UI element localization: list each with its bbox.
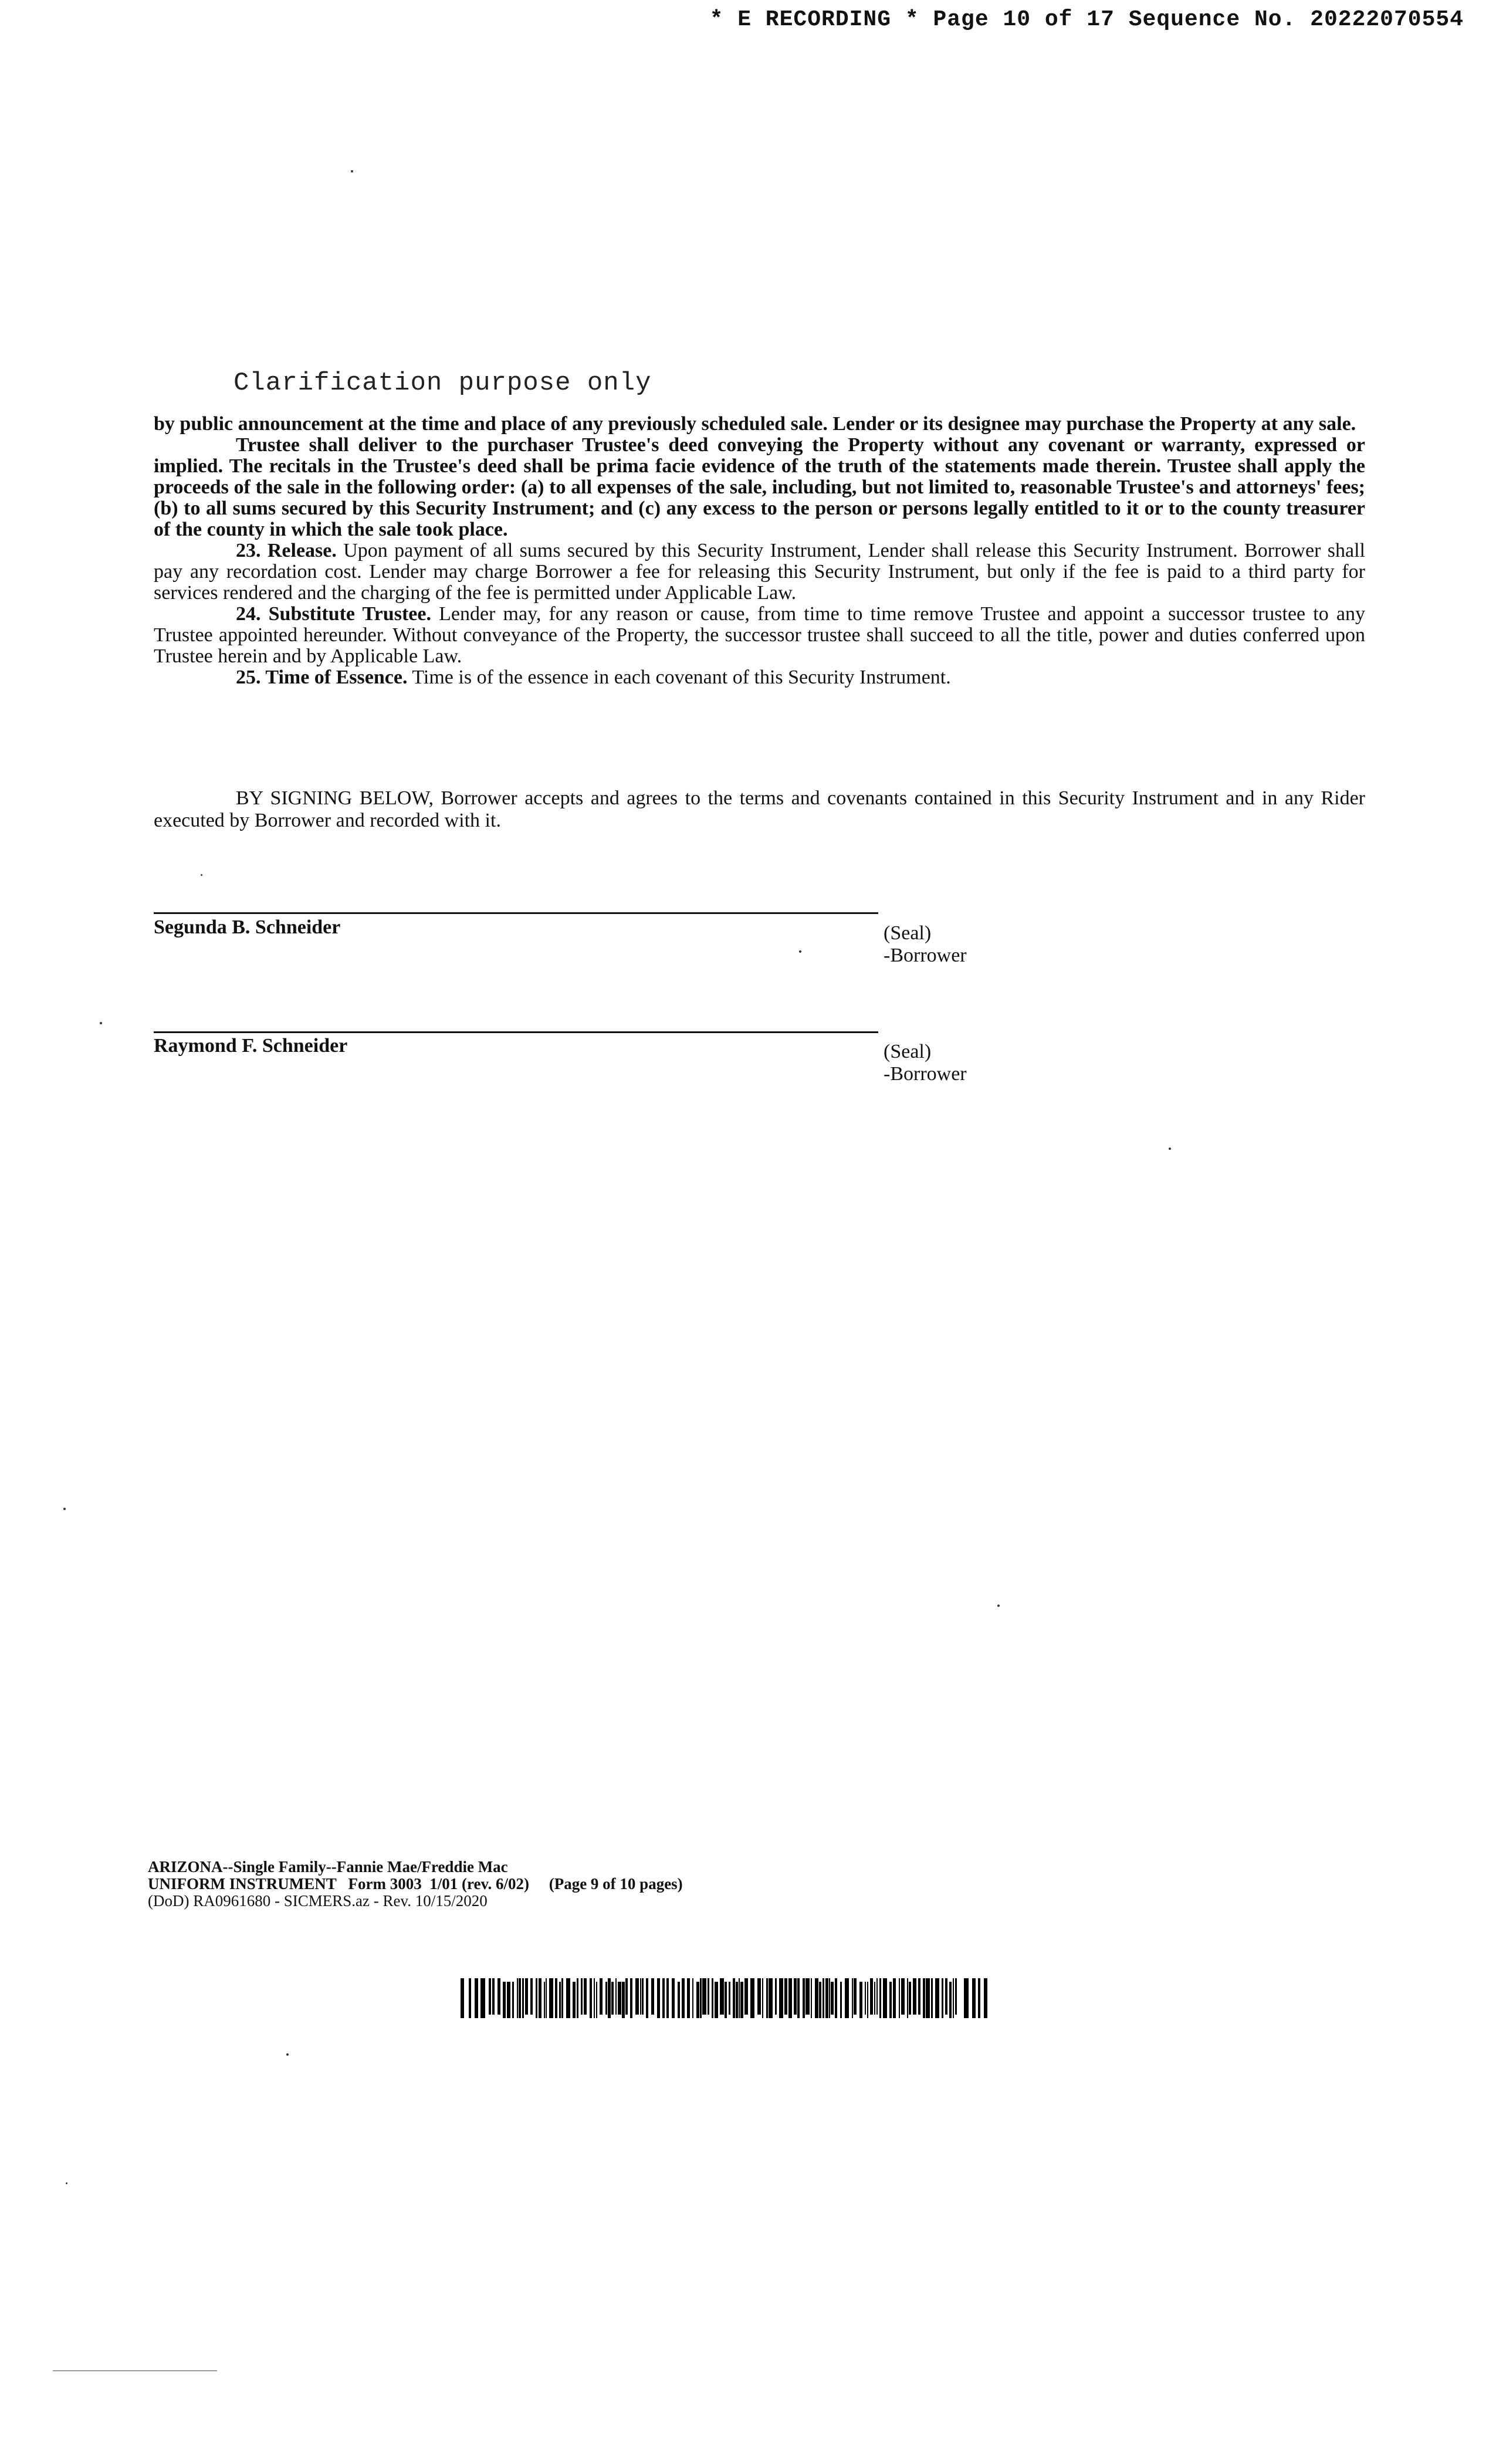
seal-label-block bbox=[884, 922, 967, 967]
seal-label: (Seal) bbox=[884, 1041, 932, 1062]
borrower-role: -Borrower bbox=[884, 1063, 967, 1085]
form-footer-line: ARIZONA--Single Family--Fannie Mae/Freddie Mac bbox=[148, 1858, 508, 1876]
release-heading: 23. Release. bbox=[236, 540, 337, 561]
recording-header: * E RECORDING * Page 10 of 17 Sequence No. 20222070554 bbox=[709, 7, 1464, 32]
time-of-essence-heading: 25. Time of Essence. bbox=[236, 666, 408, 688]
substitute-trustee-heading: 24. Substitute Trustee. bbox=[236, 603, 431, 625]
borrower-name: Segunda B. Schneider bbox=[154, 916, 341, 938]
trustee-deed-paragraph: Trustee shall deliver to the purchaser Trustee's deed conveying the Property without any covenant or warranty, expressed or implied. The recitals in the Trustee's deed shall be prima facie evidence of the truth of the statements made therein. Trustee shall apply the proceeds of the sale in the following order: (a) to all expenses of the sale, including, but not limited to, reasonable Trustee's and attorneys' fees; (b) to all sums secured by this Security Instrument; and (c) any excess to the person or persons legally entitled to it or to the county treasurer of the county in which the sale took place. bbox=[154, 434, 1365, 540]
scan-speck bbox=[63, 1508, 66, 1510]
scan-speck bbox=[53, 2370, 217, 2371]
scan-speck bbox=[286, 2053, 289, 2056]
signature-line bbox=[154, 912, 878, 914]
scan-speck bbox=[997, 1605, 1000, 1607]
signature-line bbox=[154, 1031, 878, 1033]
seal-label: (Seal) bbox=[884, 922, 932, 944]
signing-statement: BY SIGNING BELOW, Borrower accepts and agrees to the terms and covenants contained in this Security Instrument and in any Rider executed by Borrower and recorded with it. bbox=[154, 787, 1365, 831]
time-of-essence-section bbox=[154, 667, 1365, 688]
scan-speck bbox=[351, 170, 353, 172]
time-of-essence-text: Time is of the essence in each covenant of this Security Instrument. bbox=[407, 666, 951, 688]
scan-speck bbox=[66, 2182, 67, 2184]
borrower-role: -Borrower bbox=[884, 945, 967, 966]
borrower-name: Raymond F. Schneider bbox=[154, 1035, 348, 1057]
deed-body-text bbox=[154, 414, 1365, 688]
substitute-trustee-text: Lender may, for any reason or cause, from time to time remove Trustee and appoint a successor trustee to any Trustee appointed hereunder. Without conveyance of the Property, the successor trustee shall succeed to all the title, power and duties conferred upon Trustee herein and by Applicable Law. bbox=[154, 603, 1365, 667]
substitute-trustee-section bbox=[154, 604, 1365, 667]
form-identifier-footer bbox=[148, 1859, 683, 1910]
form-footer-line: UNIFORM INSTRUMENT Form 3003 1/01 (rev. 6/02) (Page 9 of 10 pages) bbox=[148, 1875, 683, 1893]
sale-continuation-paragraph: by public announcement at the time and place of any previously scheduled sale. Lender or its designee may purchase the Property at any sale. bbox=[154, 413, 1356, 435]
release-text: Upon payment of all sums secured by this Security Instrument, Lender shall release this Security Instrument. Borrower shall pay any recordation cost. Lender may charge Borrower a fee for releasing this Security Instrument, but only if the fee is paid to a third party for services rendered and the charging of the fee is permitted under Applicable Law. bbox=[154, 540, 1365, 604]
scan-speck bbox=[100, 1022, 102, 1024]
barcode-image bbox=[461, 1978, 1000, 2018]
scan-speck bbox=[1169, 1148, 1171, 1150]
form-footer-line: (DoD) RA0961680 - SICMERS.az - Rev. 10/15/2020 bbox=[148, 1892, 488, 1910]
seal-label-block bbox=[884, 1041, 967, 1085]
release-section bbox=[154, 540, 1365, 604]
scan-speck bbox=[201, 874, 202, 876]
clarification-stamp: Clarification purpose only bbox=[233, 368, 652, 398]
scan-speck bbox=[799, 950, 801, 953]
